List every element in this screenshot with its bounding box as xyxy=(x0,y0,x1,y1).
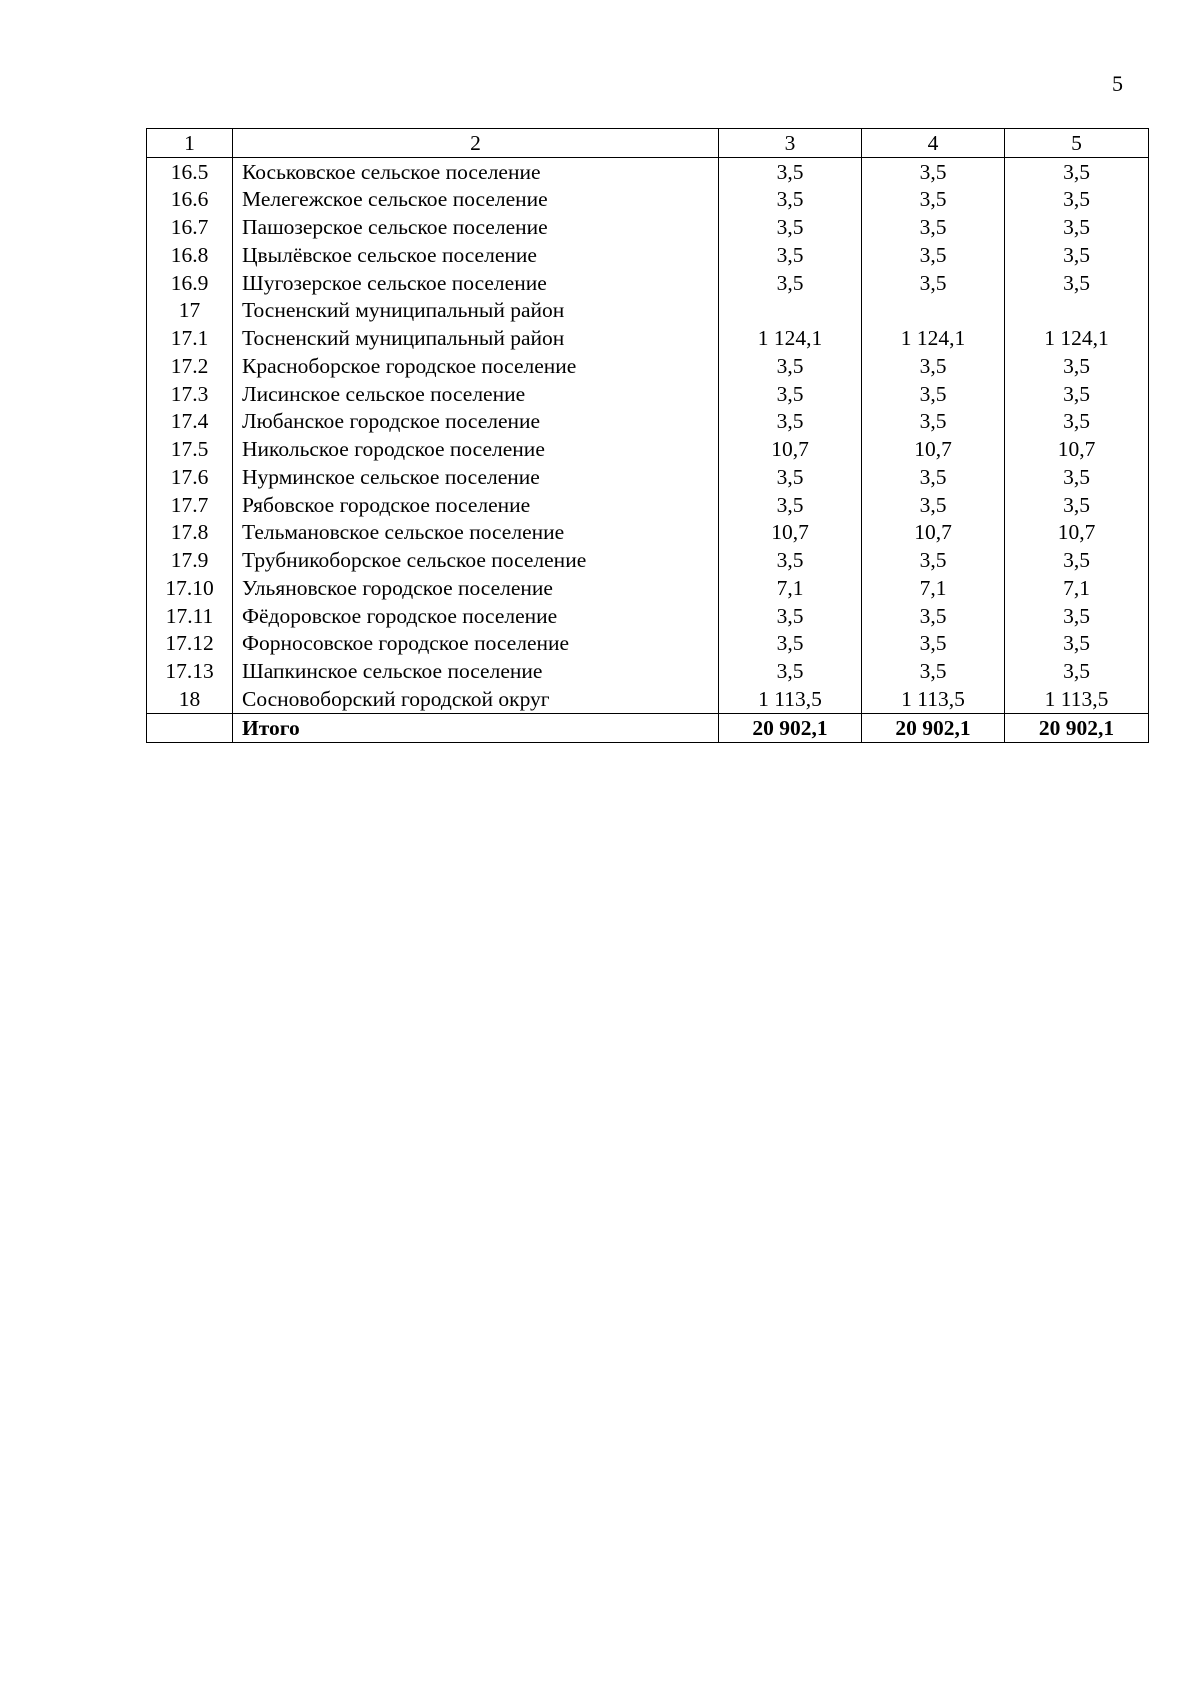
row-number: 17.11 xyxy=(147,602,233,630)
row-number: 16.9 xyxy=(147,269,233,297)
row-value-col4: 1 124,1 xyxy=(862,324,1005,352)
row-name: Мелегежское сельское поселение xyxy=(233,186,719,214)
row-value-col5: 20 902,1 xyxy=(1005,713,1149,742)
row-number: 17.10 xyxy=(147,574,233,602)
row-value-col3 xyxy=(719,297,862,325)
row-value-col3: 3,5 xyxy=(719,657,862,685)
table-row xyxy=(147,519,1149,547)
row-value-col5: 1 113,5 xyxy=(1044,686,1109,711)
row-value-col3: 3,5 xyxy=(719,157,862,185)
row-value-col4: 3,5 xyxy=(862,630,1005,658)
row-name: Нурминское сельское поселение xyxy=(233,463,719,491)
row-number: 17.3 xyxy=(147,380,233,408)
row-value-col3: 3,5 xyxy=(719,352,862,380)
row-value-col5: 3,5 xyxy=(1063,381,1090,406)
row-value-col4: 3,5 xyxy=(862,408,1005,436)
row-name: Шапкинское сельское поселение xyxy=(233,657,719,685)
row-value-col4: 3,5 xyxy=(862,463,1005,491)
row-number: 17.8 xyxy=(147,519,233,547)
row-value-col5: 3,5 xyxy=(1063,631,1090,656)
row-name: Итого xyxy=(233,713,719,742)
table-row xyxy=(147,463,1149,491)
table-row xyxy=(147,657,1149,685)
row-number: 16.6 xyxy=(147,186,233,214)
table-row xyxy=(147,546,1149,574)
table-row xyxy=(147,380,1149,408)
table-row xyxy=(147,574,1149,602)
table-row xyxy=(147,602,1149,630)
row-value-col5: 3,5 xyxy=(1063,603,1090,628)
row-value-col4: 3,5 xyxy=(862,213,1005,241)
row-name: Лисинское сельское поселение xyxy=(233,380,719,408)
table-row xyxy=(147,435,1149,463)
row-value-col4: 3,5 xyxy=(862,657,1005,685)
row-number: 17.13 xyxy=(147,657,233,685)
row-value-col3: 3,5 xyxy=(719,380,862,408)
row-number xyxy=(147,713,233,742)
row-name: Шугозерское сельское поселение xyxy=(233,269,719,297)
row-value-col3: 20 902,1 xyxy=(719,713,862,742)
row-value-col4: 3,5 xyxy=(862,241,1005,269)
row-number: 17.12 xyxy=(147,630,233,658)
row-value-col5: 3,5 xyxy=(1063,242,1090,267)
row-name: Тосненский муниципальный район xyxy=(233,324,719,352)
row-number: 17.9 xyxy=(147,546,233,574)
table-row xyxy=(147,324,1149,352)
row-name: Коськовское сельское поселение xyxy=(233,157,719,185)
row-number: 16.5 xyxy=(147,157,233,185)
row-name: Тельмановское сельское поселение xyxy=(233,519,719,547)
table-row xyxy=(147,241,1149,269)
row-value-col5 xyxy=(1005,297,1149,325)
row-value-col5: 3,5 xyxy=(1063,270,1090,295)
row-value-col3: 1 113,5 xyxy=(719,685,862,713)
column-header: 3 xyxy=(719,129,862,158)
row-name: Фёдоровское городское поселение xyxy=(233,602,719,630)
row-name: Красноборское городское поселение xyxy=(233,352,719,380)
row-value-col3: 3,5 xyxy=(719,602,862,630)
row-value-col4: 7,1 xyxy=(862,574,1005,602)
row-number: 17.6 xyxy=(147,463,233,491)
row-name: Тосненский муниципальный район xyxy=(233,297,719,325)
row-value-col4 xyxy=(862,297,1005,325)
table-row xyxy=(147,352,1149,380)
column-header: 2 xyxy=(233,129,719,158)
row-value-col3: 3,5 xyxy=(719,408,862,436)
row-number: 16.8 xyxy=(147,241,233,269)
row-value-col5: 3,5 xyxy=(1063,659,1090,684)
row-name: Форносовское городское поселение xyxy=(233,630,719,658)
row-number: 16.7 xyxy=(147,213,233,241)
row-value-col3: 1 124,1 xyxy=(719,324,862,352)
row-value-col3: 3,5 xyxy=(719,546,862,574)
table-row xyxy=(147,491,1149,519)
table-header-row xyxy=(147,129,1149,158)
row-name: Любанское городское поселение xyxy=(233,408,719,436)
row-value-col3: 3,5 xyxy=(719,463,862,491)
row-value-col4: 3,5 xyxy=(862,602,1005,630)
row-number: 17.5 xyxy=(147,435,233,463)
row-number: 17.1 xyxy=(147,324,233,352)
row-value-col3: 3,5 xyxy=(719,269,862,297)
row-value-col4: 3,5 xyxy=(862,491,1005,519)
table-row xyxy=(147,186,1149,214)
row-value-col4: 3,5 xyxy=(862,157,1005,185)
row-value-col3: 10,7 xyxy=(719,435,862,463)
row-name: Рябовское городское поселение xyxy=(233,491,719,519)
row-number: 17.2 xyxy=(147,352,233,380)
row-number: 17.7 xyxy=(147,491,233,519)
table-row xyxy=(147,213,1149,241)
row-value-col4: 3,5 xyxy=(862,352,1005,380)
row-value-col4: 3,5 xyxy=(862,546,1005,574)
column-header: 4 xyxy=(862,129,1005,158)
row-value-col3: 3,5 xyxy=(719,491,862,519)
row-name: Пашозерское сельское поселение xyxy=(233,213,719,241)
table-row xyxy=(147,157,1149,185)
table-row xyxy=(147,269,1149,297)
row-value-col5: 3,5 xyxy=(1063,353,1090,378)
row-value-col3: 10,7 xyxy=(719,519,862,547)
data-table xyxy=(146,128,1149,743)
row-name: Сосновоборский городской округ xyxy=(233,685,719,713)
column-header: 5 xyxy=(1005,129,1149,158)
row-value-col4: 3,5 xyxy=(862,380,1005,408)
row-value-col3: 3,5 xyxy=(719,213,862,241)
row-name: Цвылёвское сельское поселение xyxy=(233,241,719,269)
row-value-col4: 3,5 xyxy=(862,186,1005,214)
table-row xyxy=(147,408,1149,436)
row-value-col4: 1 113,5 xyxy=(862,685,1005,713)
table-row xyxy=(147,297,1149,325)
page-number: 5 xyxy=(1112,71,1123,96)
table-row xyxy=(147,630,1149,658)
row-value-col5: 3,5 xyxy=(1063,548,1090,573)
row-value-col5: 7,1 xyxy=(1063,575,1090,600)
row-number: 17.4 xyxy=(147,408,233,436)
row-value-col4: 3,5 xyxy=(862,269,1005,297)
row-value-col3: 7,1 xyxy=(719,574,862,602)
row-value-col4: 10,7 xyxy=(862,435,1005,463)
row-value-col5: 3,5 xyxy=(1063,187,1090,212)
row-value-col5: 3,5 xyxy=(1063,464,1090,489)
row-value-col4: 10,7 xyxy=(862,519,1005,547)
row-value-col5: 10,7 xyxy=(1057,520,1096,545)
column-header: 1 xyxy=(147,129,233,158)
row-value-col3: 3,5 xyxy=(719,186,862,214)
row-name: Ульяновское городское поселение xyxy=(233,574,719,602)
row-value-col5: 3,5 xyxy=(1063,159,1090,184)
row-value-col5: 3,5 xyxy=(1063,215,1090,240)
row-number: 18 xyxy=(147,685,233,713)
row-value-col4: 20 902,1 xyxy=(862,713,1005,742)
table-row xyxy=(147,685,1149,713)
row-name: Трубникоборское сельское поселение xyxy=(233,546,719,574)
total-row xyxy=(147,713,1149,742)
row-value-col3: 3,5 xyxy=(719,241,862,269)
row-value-col5: 10,7 xyxy=(1057,437,1096,462)
row-value-col3: 3,5 xyxy=(719,630,862,658)
row-value-col5: 3,5 xyxy=(1063,492,1090,517)
row-value-col5: 1 124,1 xyxy=(1044,326,1109,351)
row-value-col5: 3,5 xyxy=(1063,409,1090,434)
row-number: 17 xyxy=(147,297,233,325)
row-name: Никольское городское поселение xyxy=(233,435,719,463)
